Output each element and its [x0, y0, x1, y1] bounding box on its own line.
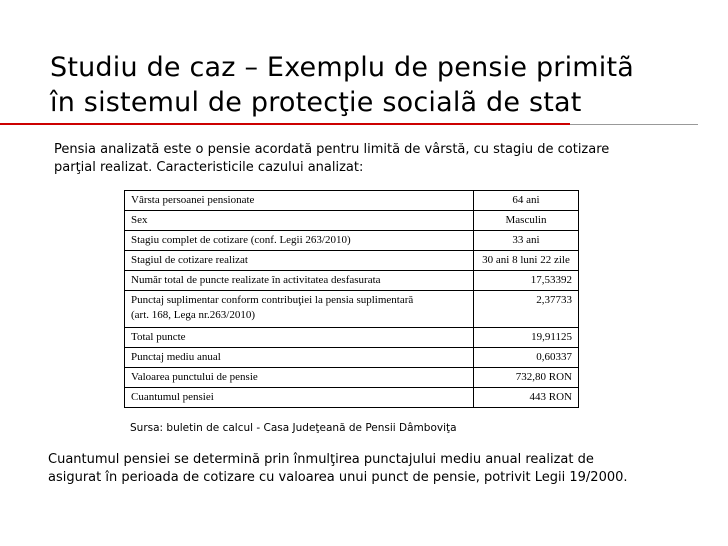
title-divider-red: [0, 123, 570, 125]
table-row: [125, 231, 579, 251]
table-row: [125, 271, 579, 291]
table-row: [125, 191, 579, 211]
row-label-line2: (art. 168, Lega nr.263/2010): [131, 309, 256, 321]
row-label: Vârsta persoanei pensionate: [125, 191, 474, 211]
row-label: Stagiul de cotizare realizat: [125, 251, 474, 271]
table-row: [125, 388, 579, 408]
slide-title-line2: în sistemul de protecţie socialã de stat: [50, 87, 582, 118]
table-row: [125, 211, 579, 231]
row-label: [125, 291, 474, 328]
conclusion-paragraph: [48, 451, 708, 487]
table-row: [125, 328, 579, 348]
table-row: [125, 251, 579, 271]
row-label: Cuantumul pensiei: [125, 388, 474, 408]
row-value: 732,80 RON: [474, 368, 579, 388]
row-label: Sex: [125, 211, 474, 231]
table-source-note: Sursa: buletin de calcul - Casa Judeţeană de Pensii Dâmboviţa: [130, 422, 457, 434]
row-label: Valoarea punctului de pensie: [125, 368, 474, 388]
row-label: Punctaj mediu anual: [125, 348, 474, 368]
row-label: Total puncte: [125, 328, 474, 348]
intro-line1: Pensia analizată este o pensie acordată pentru limită de vârstă, cu stagiu de cotizare: [54, 142, 610, 157]
row-label: Stagiu complet de cotizare (conf. Legii 263/2010): [125, 231, 474, 251]
row-value: 443 RON: [474, 388, 579, 408]
row-value: 64 ani: [474, 191, 579, 211]
row-value: 17,53392: [474, 271, 579, 291]
table-row: [125, 291, 579, 328]
pension-characteristics-table: [124, 190, 579, 408]
row-label-line1: Punctaj suplimentar conform contribuţiei la pensia suplimentară: [131, 294, 414, 306]
conclusion-line1: Cuantumul pensiei se determină prin înmulţirea punctajului mediu anual realizat de: [48, 452, 594, 467]
slide-title: [50, 50, 634, 120]
row-value: Masculin: [474, 211, 579, 231]
intro-line2: parţial realizat. Caracteristicile cazului analizat:: [54, 160, 364, 175]
row-value: 0,60337: [474, 348, 579, 368]
table-row: [125, 368, 579, 388]
slide-title-line1: Studiu de caz – Exemplu de pensie primitã: [50, 52, 635, 83]
row-value: 2,37733: [474, 291, 579, 328]
conclusion-line2: asigurat în perioada de cotizare cu valoarea unui punct de pensie, potrivit Legii 19/2000.: [48, 470, 628, 485]
intro-paragraph: [54, 141, 694, 177]
row-label: Număr total de puncte realizate în activitatea desfasurata: [125, 271, 474, 291]
row-value: 30 ani 8 luni 22 zile: [474, 251, 579, 271]
table-row: [125, 348, 579, 368]
row-value: 19,91125: [474, 328, 579, 348]
row-value: 33 ani: [474, 231, 579, 251]
title-divider-gray: [570, 124, 698, 125]
